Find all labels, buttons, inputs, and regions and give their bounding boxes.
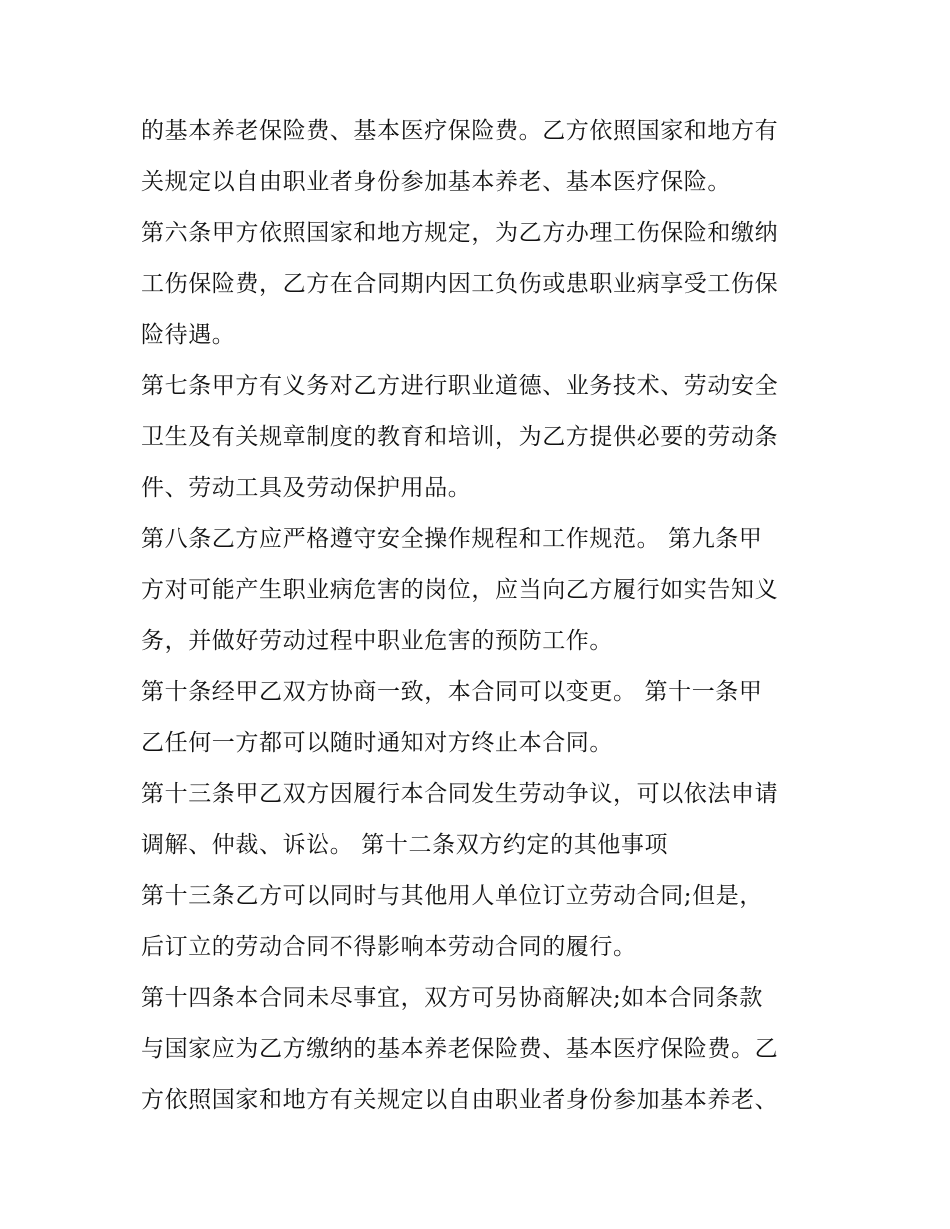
text-line: 第十三条甲乙双方因履行本合同发生劳动争议，可以依法申请 <box>141 781 779 807</box>
text-line: 务，并做好劳动过程中职业危害的预防工作。 <box>141 628 613 654</box>
text-line: 件、劳动工具及劳动保护用品。 <box>141 475 472 501</box>
text-line: 第六条甲方依照国家和地方规定，为乙方办理工伤保险和缴纳 <box>141 220 779 246</box>
text-line: 第十四条本合同未尽事宜，双方可另协商解决;如本合同条款 <box>141 985 763 1011</box>
text-line: 第八条乙方应严格遵守安全操作规程和工作规范。 第九条甲 <box>141 526 763 552</box>
text-line: 第十条经甲乙双方协商一致，本合同可以变更。 第十一条甲 <box>141 679 763 705</box>
text-line: 方对可能产生职业病危害的岗位，应当向乙方履行如实告知义 <box>141 577 779 603</box>
text-line: 第十三条乙方可以同时与其他用人单位订立劳动合同;但是， <box>141 883 763 909</box>
text-line: 卫生及有关规章制度的教育和培训，为乙方提供必要的劳动条 <box>141 424 779 450</box>
text-line: 关规定以自由职业者身份参加基本养老、基本医疗保险。 <box>141 169 731 195</box>
text-line: 后订立的劳动合同不得影响本劳动合同的履行。 <box>141 934 637 960</box>
text-line: 的基本养老保险费、基本医疗保险费。乙方依照国家和地方有 <box>141 118 779 144</box>
text-line: 调解、仲裁、诉讼。 第十二条双方约定的其他事项 <box>141 832 669 858</box>
text-line: 方依照国家和地方有关规定以自由职业者身份参加基本养老、 <box>141 1087 779 1113</box>
text-line: 与国家应为乙方缴纳的基本养老保险费、基本医疗保险费。乙 <box>141 1036 779 1062</box>
text-line: 乙任何一方都可以随时通知对方终止本合同。 <box>141 730 613 756</box>
text-line: 工伤保险费，乙方在合同期内因工负伤或患职业病享受工伤保 <box>141 271 779 297</box>
text-line: 第七条甲方有义务对乙方进行职业道德、业务技术、劳动安全 <box>141 373 779 399</box>
text-line: 险待遇。 <box>141 322 236 348</box>
document-body <box>141 106 821 1126</box>
